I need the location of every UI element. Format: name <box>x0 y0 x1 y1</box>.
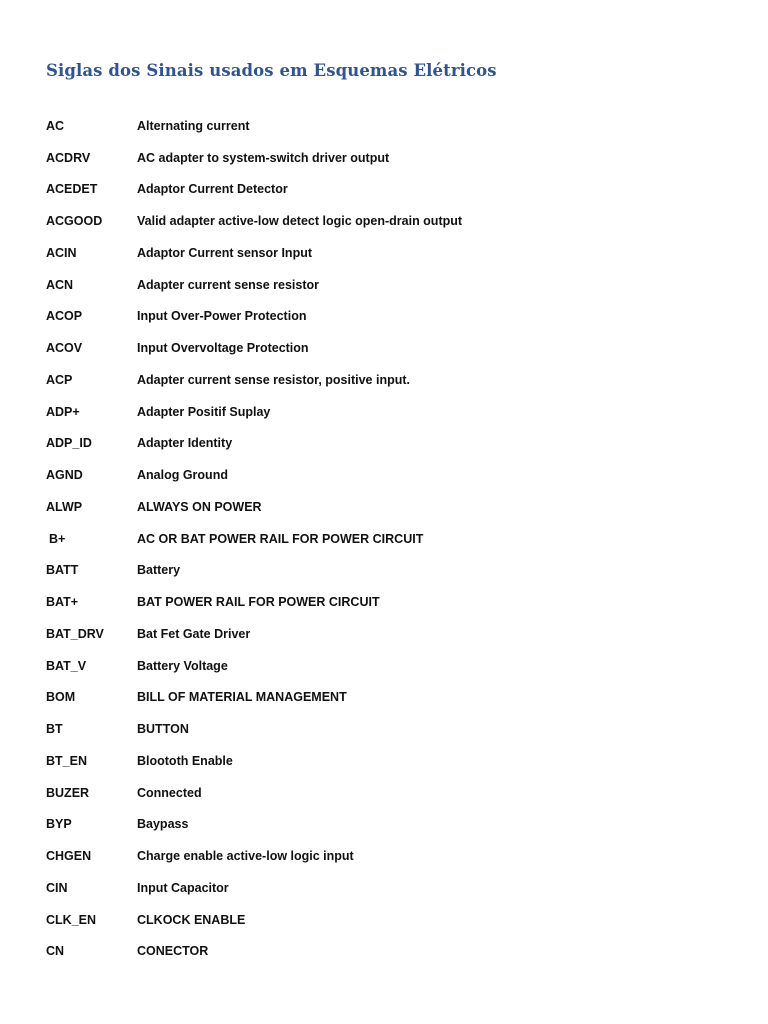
entry-abbreviation: AC <box>46 118 65 133</box>
list-item <box>46 523 726 555</box>
entry-description: AC adapter to system-switch driver output <box>137 150 390 165</box>
entry-description: Adapter Identity <box>137 436 233 451</box>
entry-description: Charge enable active-low logic input <box>137 849 354 864</box>
list-item <box>46 840 726 872</box>
list-item <box>46 777 726 809</box>
list-item <box>46 142 726 174</box>
entry-description: Input Capacitor <box>137 880 229 895</box>
entry-description: CONECTOR <box>137 944 209 959</box>
entry-description: BILL OF MATERIAL MANAGEMENT <box>137 690 347 705</box>
entry-description: Adapter current sense resistor <box>137 277 320 292</box>
entry-abbreviation: AGND <box>46 468 83 483</box>
entry-description: ALWAYS ON POWER <box>137 499 262 514</box>
entry-abbreviation: BT <box>46 722 63 737</box>
list-item <box>46 110 726 142</box>
list-item <box>46 618 726 650</box>
entry-abbreviation: BUZER <box>46 785 90 800</box>
list-item <box>46 713 726 745</box>
entry-description: Analog Ground <box>137 468 228 483</box>
entry-abbreviation: ACN <box>46 277 74 292</box>
list-item <box>46 364 726 396</box>
entry-abbreviation: ACDRV <box>46 150 91 165</box>
entry-abbreviation: BAT_V <box>46 658 87 673</box>
entry-abbreviation: ACOV <box>46 341 83 356</box>
entry-abbreviation: BATT <box>46 563 79 578</box>
entry-description: Adapter current sense resistor, positive input. <box>137 372 410 387</box>
entry-description: BAT POWER RAIL FOR POWER CIRCUIT <box>137 595 380 610</box>
entry-abbreviation: BOM <box>46 690 76 705</box>
list-item <box>46 428 726 460</box>
list-item <box>46 745 726 777</box>
entry-abbreviation: BYP <box>46 817 72 832</box>
entry-abbreviation: ACOP <box>46 309 83 324</box>
entry-description: Bloototh Enable <box>137 753 233 768</box>
entry-abbreviation: BAT_DRV <box>46 626 104 641</box>
entry-description: Battery <box>137 563 181 578</box>
entry-abbreviation: ADP_ID <box>46 436 92 451</box>
list-item <box>46 872 726 904</box>
entry-description: BUTTON <box>137 722 189 737</box>
entry-description: Connected <box>137 785 202 800</box>
entry-abbreviation: BT_EN <box>46 753 87 768</box>
entry-description: Input Overvoltage Protection <box>137 341 309 356</box>
list-item <box>46 237 726 269</box>
list-item <box>46 586 726 618</box>
list-item <box>46 682 726 714</box>
entry-description: Adapter Positif Suplay <box>137 404 271 419</box>
entry-abbreviation: ADP+ <box>46 404 80 419</box>
list-item <box>46 269 726 301</box>
entry-description: Input Over-Power Protection <box>137 309 307 324</box>
list-item <box>46 332 726 364</box>
entry-description: Battery Voltage <box>137 658 228 673</box>
entry-abbreviation: ACIN <box>46 245 77 260</box>
entry-description: Baypass <box>137 817 189 832</box>
entry-description: Bat Fet Gate Driver <box>137 626 251 641</box>
entry-abbreviation: CN <box>46 944 65 959</box>
list-item <box>46 809 726 841</box>
list-item <box>46 936 726 968</box>
entry-description: CLKOCK ENABLE <box>137 912 246 927</box>
list-item <box>46 904 726 936</box>
list-item <box>46 459 726 491</box>
entry-abbreviation: ACGOOD <box>46 214 103 229</box>
entry-abbreviation: ALWP <box>46 499 83 514</box>
glossary-list <box>46 110 726 967</box>
entry-abbreviation: CHGEN <box>46 849 92 864</box>
list-item <box>46 650 726 682</box>
entry-abbreviation: CIN <box>46 880 68 895</box>
entry-abbreviation: BAT+ <box>46 595 79 610</box>
entry-description: Valid adapter active-low detect logic open-drain output <box>137 214 463 229</box>
entry-description: Adaptor Current Detector <box>137 182 288 197</box>
list-item <box>46 491 726 523</box>
list-item <box>46 555 726 587</box>
entry-description: Alternating current <box>137 118 250 133</box>
document-title: Siglas dos Sinais usados em Esquemas Elétricos <box>46 61 497 80</box>
list-item <box>46 396 726 428</box>
list-item <box>46 205 726 237</box>
entry-description: Adaptor Current sensor Input <box>137 245 313 260</box>
list-item <box>46 301 726 333</box>
list-item <box>46 174 726 206</box>
entry-abbreviation: ACP <box>46 372 73 387</box>
entry-abbreviation: CLK_EN <box>46 912 97 927</box>
entry-abbreviation: ACEDET <box>46 182 98 197</box>
entry-description: AC OR BAT POWER RAIL FOR POWER CIRCUIT <box>137 531 424 546</box>
entry-abbreviation: B+ <box>49 531 66 546</box>
